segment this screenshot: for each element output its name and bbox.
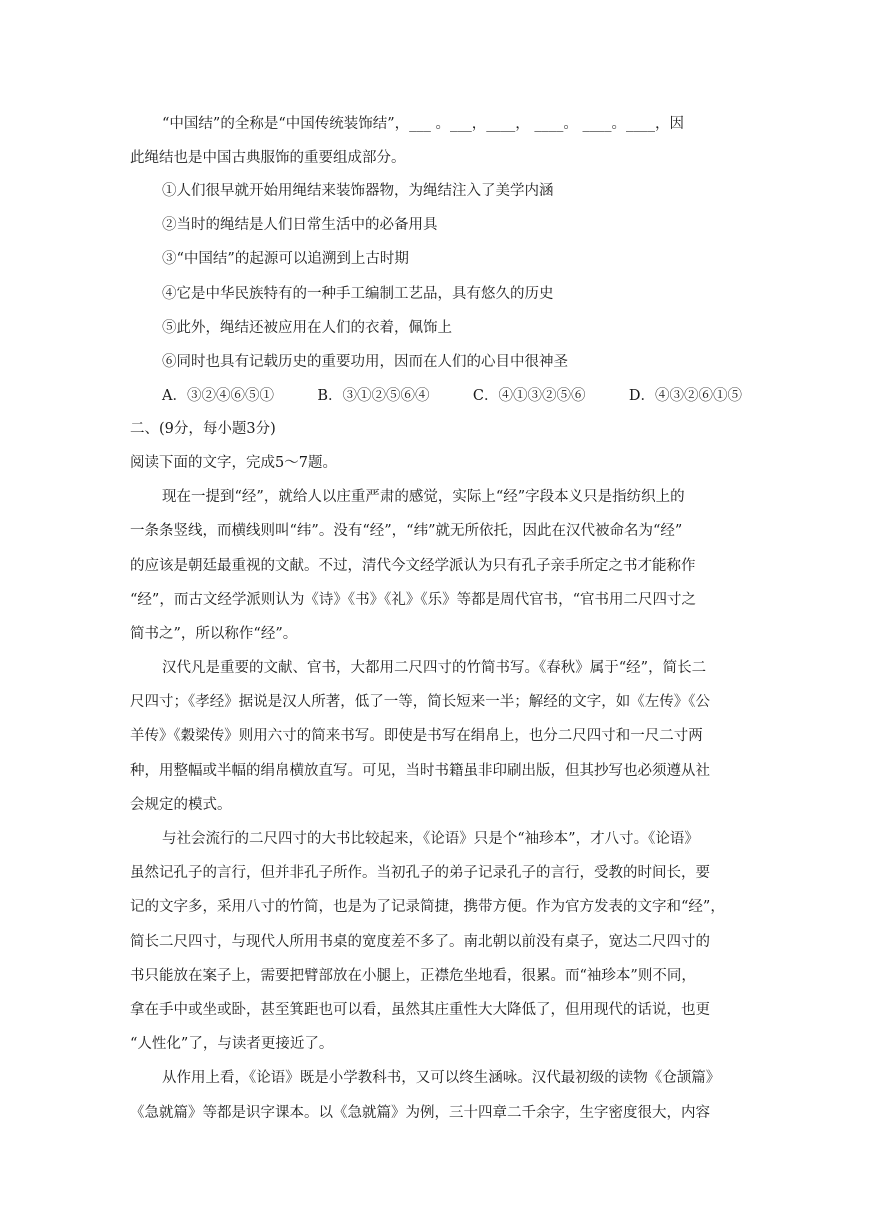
- q4-item-3: ③“中国结”的起源可以追溯到上古时期: [162, 251, 409, 267]
- q4-item-5: ⑤此外，绳结还被应用在人们的衣着，佩饰上: [162, 320, 452, 336]
- passage-line: 种，用整幅或半幅的绢帛横放直写。可见，当时书籍虽非印刷出版，但其抄写也必须遵从社: [130, 763, 710, 779]
- passage-line: 与社会流行的二尺四寸的大书比较起来，《论语》只是个“袖珍本”，才八寸。《论语》: [162, 831, 699, 847]
- passage-line: 《急就篇》等都是识字课本。以《急就篇》为例，三十四章二千余字，生字密度很大，内容: [130, 1105, 710, 1121]
- passage-line: “人性化”了，与读者更接近了。: [130, 1036, 334, 1052]
- passage-line: 从作用上看，《论语》既是小学教科书，又可以终生涵咏。汉代最初级的读物《仓颉篇》: [162, 1070, 721, 1086]
- choice-d: D．④③②⑥①⑤: [628, 388, 742, 404]
- section-instruction: 阅读下面的文字，完成5～7题。: [130, 455, 337, 471]
- choice-c: C．④①③②⑤⑥: [472, 388, 586, 404]
- passage-line: 简书之”，所以称作“经”。: [130, 626, 298, 642]
- q4-stem-line2: 此绳结也是中国古典服饰的重要组成部分。: [130, 150, 406, 166]
- q4-stem-line1: “中国结”的全称是“中国传统装饰结”，___ 。___，____， ____。 ____。____，因: [162, 116, 684, 132]
- passage-line: 记的文字多，采用八寸的竹简，也是为了记录简捷，携带方便。作为官方发表的文字和“经”，: [130, 899, 725, 915]
- choice-b: B．③①②⑤⑥④: [317, 388, 430, 404]
- passage-line: 的应该是朝廷最重视的文献。不过，清代今文经学派认为只有孔子亲手所定之书才能称作: [130, 558, 696, 574]
- q4-choices: [162, 386, 742, 406]
- passage-line: 拿在手中或坐或卧，甚至箕距也可以看，虽然其庄重性大大降低了，但用现代的话说，也更: [130, 1002, 710, 1018]
- passage-line: 简长二尺四寸，与现代人所用书桌的宽度差不多了。南北朝以前没有桌子，宽达二尺四寸的: [130, 934, 710, 950]
- choice-a: A．③②④⑥⑤①: [162, 388, 274, 404]
- passage-line: 书只能放在案子上，需要把臂部放在小腿上，正襟危坐地看，很累。而“袖珍本”则不同，: [130, 968, 696, 984]
- passage-line: 羊传》《穀梁传》则用六寸的简来书写。即使是书写在绢帛上，也分二尺四寸和一尺二寸两: [130, 728, 703, 744]
- q4-item-6: ⑥同时也具有记载历史的重要功用，因而在人们的心目中很神圣: [162, 354, 568, 370]
- section-heading: 二、(9分，每小题3分): [130, 421, 276, 437]
- q4-item-2: ②当时的绳结是人们日常生活中的必备用具: [162, 217, 438, 233]
- passage-line: 汉代凡是重要的文献、官书，大都用二尺四寸的竹简书写。《春秋》属于“经”，简长二: [162, 660, 707, 676]
- q4-item-1: ①人们很早就开始用绳结来装饰器物，为绳结注入了美学内涵: [162, 183, 554, 199]
- passage-line: 虽然记孔子的言行，但并非孔子所作。当初孔子的弟子记录孔子的言行，受教的时间长，要: [130, 865, 710, 881]
- passage-line: 现在一提到“经”，就给人以庄重严肃的感觉，实际上“经”字段本义只是指纺织上的: [162, 489, 685, 505]
- passage-line: 会规定的模式。: [130, 797, 232, 813]
- passage-line: 尺四寸；《孝经》据说是汉人所著，低了一等，简长短来一半；解经的文字，如《左传》《公: [130, 694, 710, 710]
- q4-item-4: ④它是中华民族特有的一种手工编制工艺品，具有悠久的历史: [162, 286, 554, 302]
- passage-line: 一条条竖线，而横线则叫“纬”。没有“经”，“纬”就无所依托，因此在汉代被命名为“经”: [130, 523, 683, 539]
- passage-line: “经”，而古文经学派则认为《诗》《书》《礼》《乐》等都是周代官书，“官书用二尺四寸之: [130, 592, 696, 608]
